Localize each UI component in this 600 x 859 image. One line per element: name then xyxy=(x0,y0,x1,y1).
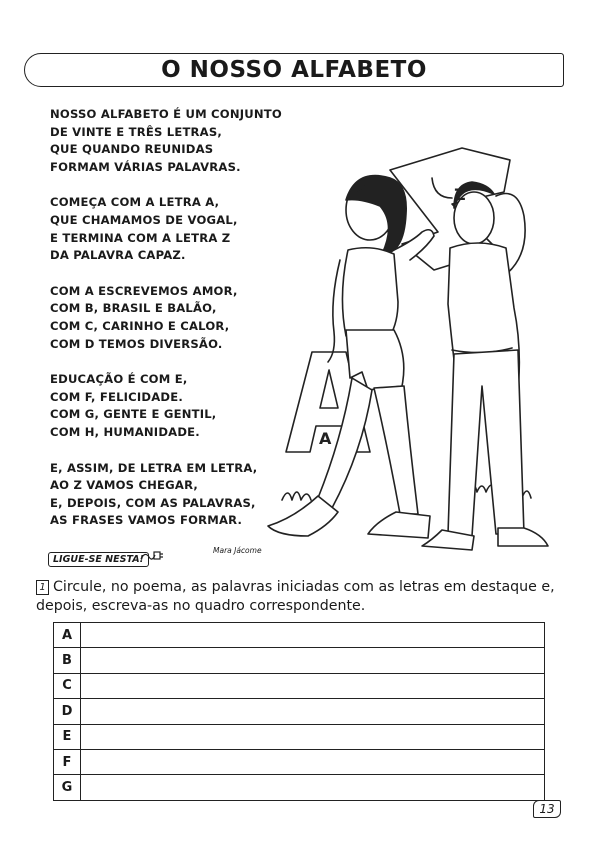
poem-line: E, DEPOIS, COM AS PALAVRAS, xyxy=(50,495,256,510)
table-row xyxy=(54,648,545,673)
title-banner xyxy=(24,53,564,87)
poem-line: COMEÇA COM A LETRA A, xyxy=(50,195,220,210)
table-row xyxy=(54,775,545,800)
poem-line: EDUCAÇÃO É COM E, xyxy=(50,372,188,387)
poem-line: COM H, HUMANIDADE. xyxy=(50,424,200,439)
poem-line: COM C, CARINHO E CALOR, xyxy=(50,318,230,333)
table-row xyxy=(54,749,545,774)
table-row xyxy=(54,699,545,724)
letter-z-label: Z xyxy=(454,185,466,204)
answer-cell[interactable] xyxy=(81,749,545,774)
table-row xyxy=(54,724,545,749)
letter-cell: E xyxy=(54,724,81,749)
poem-author: Mara Jácome xyxy=(213,546,262,555)
answer-cell[interactable] xyxy=(81,724,545,749)
table-row xyxy=(54,623,545,648)
answer-cell[interactable] xyxy=(81,623,545,648)
ligue-se-nesta-badge: LIGUE-SE NESTA! xyxy=(48,552,149,567)
answer-cell[interactable] xyxy=(81,699,545,724)
instruction-text: Circule, no poema, as palavras iniciadas com as letras em destaque e, depois, escreva-as no quadro correspondente. xyxy=(36,579,555,614)
poem-line: NOSSO ALFABETO É UM CONJUNTO xyxy=(50,107,282,121)
poem-line: COM B, BRASIL E BALÃO, xyxy=(50,301,217,316)
letter-cell: D xyxy=(54,699,81,724)
letter-cell: G xyxy=(54,775,81,800)
exercise-number: 1 xyxy=(36,580,49,595)
letter-cell: A xyxy=(54,623,81,648)
answer-cell[interactable] xyxy=(81,648,545,673)
letter-cell: F xyxy=(54,749,81,774)
letter-cell: C xyxy=(54,673,81,698)
exercise-instruction xyxy=(36,578,576,616)
poem-line: QUE CHAMAMOS DE VOGAL, xyxy=(50,212,238,227)
table-row xyxy=(54,673,545,698)
couple-illustration xyxy=(262,140,572,570)
letter-table xyxy=(53,622,545,801)
poem-line: DA PALAVRA CAPAZ. xyxy=(50,248,186,263)
poem-line: AO Z VAMOS CHEGAR, xyxy=(50,478,199,493)
poem-line: E TERMINA COM A LETRA Z xyxy=(50,230,231,245)
letter-a-label: A xyxy=(319,429,332,448)
plug-icon xyxy=(140,549,164,563)
poem-line: AS FRASES VAMOS FORMAR. xyxy=(50,513,243,528)
poem-line: COM D TEMOS DIVERSÃO. xyxy=(50,336,223,351)
poem-line: DE VINTE E TRÊS LETRAS, xyxy=(50,124,223,139)
poem-line: COM F, FELICIDADE. xyxy=(50,389,183,404)
letter-cell: B xyxy=(54,648,81,673)
poem-line: FORMAM VÁRIAS PALAVRAS. xyxy=(50,159,241,174)
poem-line: E, ASSIM, DE LETRA EM LETRA, xyxy=(50,460,258,475)
answer-cell[interactable] xyxy=(81,775,545,800)
answer-cell[interactable] xyxy=(81,673,545,698)
poem-line: COM A ESCREVEMOS AMOR, xyxy=(50,283,238,298)
page-title: O NOSSO ALFABETO xyxy=(161,57,427,83)
poem-line: COM G, GENTE E GENTIL, xyxy=(50,407,217,422)
page-number: 13 xyxy=(533,800,561,818)
poem-line: QUE QUANDO REUNIDAS xyxy=(50,142,214,157)
